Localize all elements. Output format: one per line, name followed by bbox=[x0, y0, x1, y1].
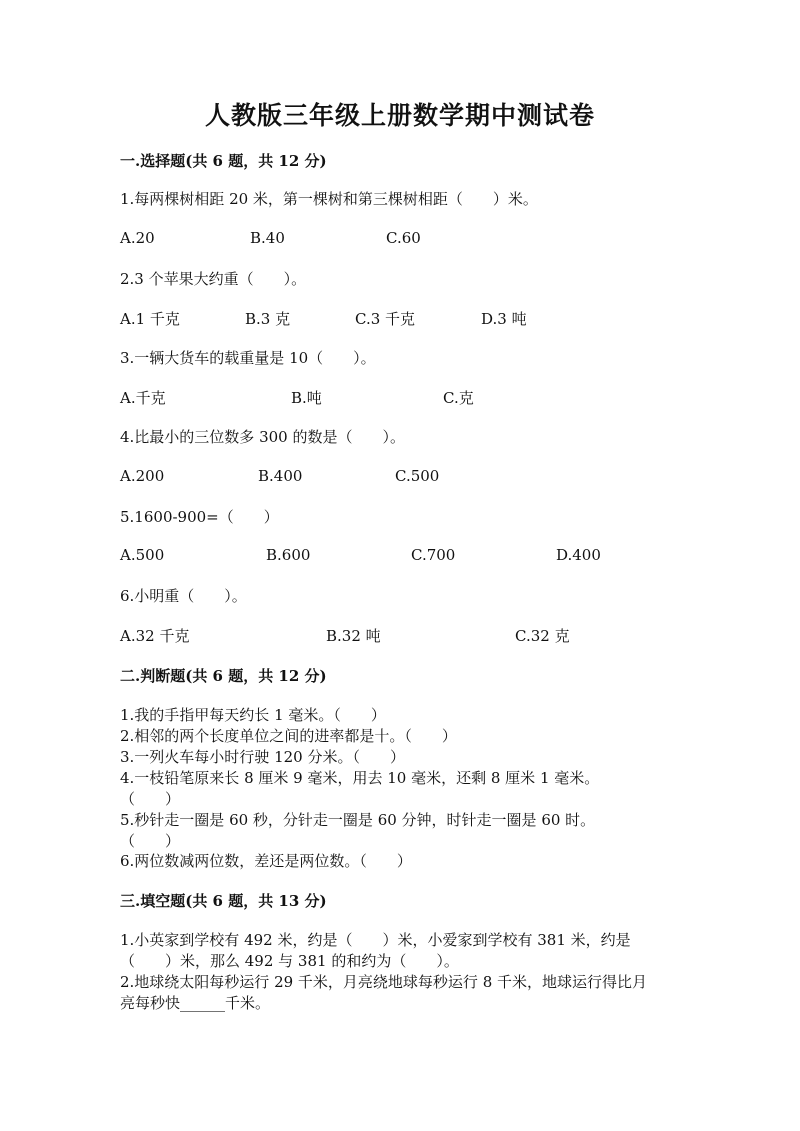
fill-line: 1.小英家到学校有 492 米，约是（ ）米，小爱家到学校有 381 米，约是 bbox=[120, 931, 631, 949]
option-b: B.40 bbox=[250, 229, 285, 247]
judge-line: 6.两位数减两位数，差还是两位数。（ ） bbox=[120, 852, 412, 870]
option-c: C.700 bbox=[411, 546, 456, 564]
fill-line: （ ）米，那么 492 与 381 的和约为（ ）。 bbox=[120, 952, 459, 970]
option-a: A.500 bbox=[120, 546, 165, 564]
option-a: A.1 千克 bbox=[120, 310, 180, 328]
judge-line: （ ） bbox=[120, 790, 181, 808]
option-a: A.200 bbox=[120, 467, 165, 485]
fill-line: 2.地球绕太阳每秒运行 29 千米，月亮绕地球每秒运行 8 千米，地球运行得比月 bbox=[120, 973, 648, 991]
option-d: D.3 吨 bbox=[481, 310, 527, 328]
judge-line: 2.相邻的两个长度单位之间的进率都是十。（ ） bbox=[120, 727, 457, 745]
judge-line: 4.一枝铅笔原来长 8 厘米 9 毫米，用去 10 毫米，还剩 8 厘米 1 毫米。 bbox=[120, 769, 600, 787]
judge-line: 5.秒针走一圈是 60 秒，分针走一圈是 60 分钟，时针走一圈是 60 时。 bbox=[120, 811, 596, 829]
question-text: 5.1600-900=（ ） bbox=[120, 508, 279, 526]
question-text: 4.比最小的三位数多 300 的数是（ ）。 bbox=[120, 428, 405, 446]
option-a: A.20 bbox=[120, 229, 155, 247]
judge-line: 1.我的手指甲每天约长 1 毫米。（ ） bbox=[120, 706, 386, 724]
option-b: B.400 bbox=[258, 467, 303, 485]
option-b: B.吨 bbox=[291, 389, 322, 407]
section-heading-judge: 二.判断题(共 6 题，共 12 分) bbox=[120, 667, 327, 685]
option-c: C.500 bbox=[395, 467, 440, 485]
page-title: 人教版三年级上册数学期中测试卷 bbox=[204, 101, 595, 130]
option-d: D.400 bbox=[556, 546, 601, 564]
section-heading-fill: 三.填空题(共 6 题，共 13 分) bbox=[120, 892, 327, 910]
option-c: C.3 千克 bbox=[355, 310, 416, 328]
option-b: B.32 吨 bbox=[326, 627, 381, 645]
judge-line: 3.一列火车每小时行驶 120 分米。（ ） bbox=[120, 748, 405, 766]
option-c: C.60 bbox=[386, 229, 421, 247]
question-text: 2.3 个苹果大约重（ ）。 bbox=[120, 270, 307, 288]
judge-line: （ ） bbox=[120, 832, 181, 850]
option-c: C.32 克 bbox=[515, 627, 570, 645]
option-b: B.600 bbox=[266, 546, 311, 564]
question-text: 1.每两棵树相距 20 米，第一棵树和第三棵树相距（ ）米。 bbox=[120, 190, 538, 208]
option-b: B.3 克 bbox=[245, 310, 291, 328]
option-a: A.千克 bbox=[120, 389, 166, 407]
question-text: 6.小明重（ ）。 bbox=[120, 587, 247, 605]
question-text: 3.一辆大货车的载重量是 10（ ）。 bbox=[120, 349, 376, 367]
option-c: C.克 bbox=[443, 389, 474, 407]
fill-line: 亮每秒快______千米。 bbox=[120, 994, 271, 1012]
section-heading-choice: 一.选择题(共 6 题，共 12 分) bbox=[120, 152, 327, 170]
option-a: A.32 千克 bbox=[120, 627, 190, 645]
